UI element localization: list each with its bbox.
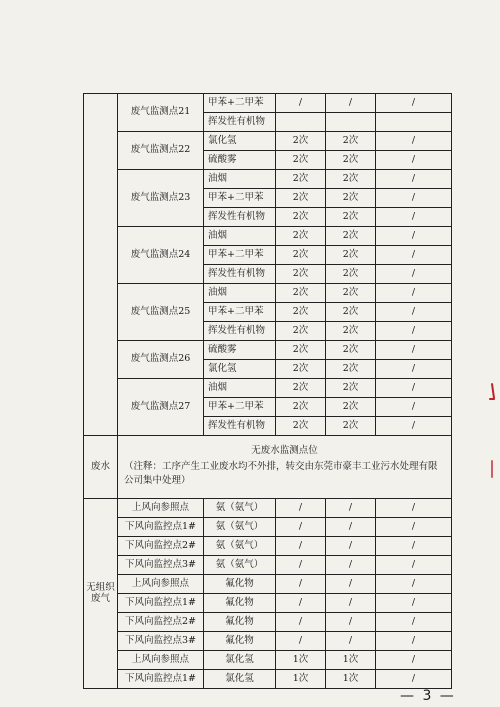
frequency-cell: 2次 [326, 170, 376, 189]
pollutant-cell: 挥发性有机物 [204, 322, 276, 341]
point-cell: 废气监测点26 [118, 341, 204, 379]
frequency-cell: 2次 [326, 208, 376, 227]
point-cell: 下风向监控点1# [118, 594, 204, 613]
pollutant-cell: 氯化氢 [204, 651, 276, 670]
pollutant-cell: 氯化氢 [204, 670, 276, 689]
frequency-cell: / [326, 613, 376, 632]
pollutant-cell: 甲苯+二甲苯 [204, 398, 276, 417]
frequency-cell: / [376, 613, 452, 632]
table-row [84, 379, 452, 398]
point-cell: 废气监测点21 [118, 94, 204, 132]
category-cell [84, 94, 118, 436]
frequency-cell: / [326, 499, 376, 518]
frequency-cell: / [326, 556, 376, 575]
point-cell: 上风向参照点 [118, 499, 204, 518]
frequency-cell: 2次 [276, 151, 326, 170]
pollutant-cell: 挥发性有机物 [204, 417, 276, 436]
frequency-cell: / [376, 170, 452, 189]
frequency-cell: 2次 [326, 398, 376, 417]
frequency-cell: / [376, 379, 452, 398]
wastewater-title: 无废水监测点位 [251, 444, 318, 456]
frequency-cell: / [376, 575, 452, 594]
table-row [84, 594, 452, 613]
frequency-cell: / [276, 94, 326, 113]
point-cell: 废气监测点23 [118, 170, 204, 227]
pollutant-cell: 甲苯+二甲苯 [204, 246, 276, 265]
table-row [84, 341, 452, 360]
pollutant-cell: 氟化物 [204, 594, 276, 613]
point-cell: 下风向监控点2# [118, 537, 204, 556]
frequency-cell: / [376, 208, 452, 227]
frequency-cell: 1次 [276, 651, 326, 670]
pollutant-cell: 硫酸雾 [204, 151, 276, 170]
frequency-cell: / [376, 499, 452, 518]
table-row [84, 651, 452, 670]
point-cell: 下风向监控点3# [118, 632, 204, 651]
pollutant-cell: 氯化氢 [204, 132, 276, 151]
frequency-cell: 2次 [326, 265, 376, 284]
frequency-cell: / [376, 265, 452, 284]
frequency-cell: / [326, 94, 376, 113]
frequency-cell: / [276, 575, 326, 594]
point-cell: 废气监测点25 [118, 284, 204, 341]
frequency-cell: / [376, 594, 452, 613]
point-cell: 废气监测点22 [118, 132, 204, 170]
frequency-cell: / [376, 537, 452, 556]
frequency-cell: 2次 [276, 341, 326, 360]
frequency-cell: 2次 [276, 417, 326, 436]
frequency-cell: / [376, 518, 452, 537]
pollutant-cell: 氨（氨气） [204, 556, 276, 575]
frequency-cell: 2次 [276, 227, 326, 246]
red-ink-mark [491, 383, 495, 399]
frequency-cell: 1次 [326, 670, 376, 689]
pollutant-cell: 油烟 [204, 170, 276, 189]
point-cell: 下风向监控点1# [118, 670, 204, 689]
table-row [84, 632, 452, 651]
table-row [84, 499, 452, 518]
table-row [84, 556, 452, 575]
frequency-cell: / [376, 651, 452, 670]
frequency-cell: / [326, 594, 376, 613]
category-cell: 废水 [84, 436, 118, 499]
wastewater-row [84, 436, 452, 499]
frequency-cell: 2次 [326, 246, 376, 265]
frequency-cell [326, 113, 376, 132]
red-ink-mark [489, 398, 495, 400]
frequency-cell: / [376, 417, 452, 436]
frequency-cell: / [326, 575, 376, 594]
frequency-cell: / [276, 632, 326, 651]
table-row [84, 94, 452, 113]
frequency-cell: / [276, 613, 326, 632]
pollutant-cell: 油烟 [204, 284, 276, 303]
table-row [84, 132, 452, 151]
frequency-cell: 2次 [276, 265, 326, 284]
pollutant-cell: 氨（氨气） [204, 537, 276, 556]
frequency-cell: / [376, 246, 452, 265]
frequency-cell: / [376, 303, 452, 322]
point-cell: 下风向监控点1# [118, 518, 204, 537]
point-cell: 上风向参照点 [118, 651, 204, 670]
frequency-cell: 2次 [276, 132, 326, 151]
frequency-cell: / [376, 189, 452, 208]
frequency-cell: / [376, 398, 452, 417]
point-cell: 下风向监控点2# [118, 613, 204, 632]
pollutant-cell: 氟化物 [204, 575, 276, 594]
frequency-cell: 2次 [326, 284, 376, 303]
page-number: — 3 — [400, 688, 456, 704]
frequency-cell: / [376, 632, 452, 651]
point-cell: 下风向监控点3# [118, 556, 204, 575]
red-ink-mark [491, 460, 493, 478]
frequency-cell: 2次 [276, 360, 326, 379]
frequency-cell: 2次 [276, 208, 326, 227]
frequency-cell: 2次 [326, 227, 376, 246]
frequency-cell: / [376, 132, 452, 151]
table-row [84, 284, 452, 303]
pollutant-cell: 甲苯+二甲苯 [204, 189, 276, 208]
frequency-cell: 2次 [276, 189, 326, 208]
table-row [84, 537, 452, 556]
category-cell: 无组织废气 [84, 499, 118, 689]
frequency-cell: 2次 [326, 341, 376, 360]
pollutant-cell: 挥发性有机物 [204, 208, 276, 227]
table-row [84, 575, 452, 594]
frequency-cell: 1次 [326, 651, 376, 670]
pollutant-cell: 氨（氨气） [204, 499, 276, 518]
frequency-cell: 2次 [326, 151, 376, 170]
frequency-cell: 2次 [276, 284, 326, 303]
frequency-cell: / [376, 360, 452, 379]
wastewater-note: （注释：工序产生工业废水均不外排，转交由东莞市豪丰工业污水处理有限公司集中处理） [124, 460, 438, 486]
pollutant-cell: 油烟 [204, 227, 276, 246]
frequency-cell: 2次 [326, 322, 376, 341]
table-row [84, 670, 452, 689]
frequency-cell: 2次 [326, 132, 376, 151]
frequency-cell: / [376, 151, 452, 170]
pollutant-cell: 氨（氨气） [204, 518, 276, 537]
table-row [84, 170, 452, 189]
pollutant-cell: 甲苯+二甲苯 [204, 94, 276, 113]
frequency-cell: 2次 [326, 303, 376, 322]
pollutant-cell: 氯化氢 [204, 360, 276, 379]
frequency-cell: 2次 [276, 170, 326, 189]
frequency-cell: / [276, 594, 326, 613]
table-row [84, 518, 452, 537]
frequency-cell: / [376, 284, 452, 303]
frequency-cell: / [376, 556, 452, 575]
table-row [84, 613, 452, 632]
point-cell: 废气监测点24 [118, 227, 204, 284]
frequency-cell: 2次 [276, 322, 326, 341]
frequency-cell: 2次 [276, 379, 326, 398]
frequency-cell: / [376, 670, 452, 689]
monitoring-table [83, 93, 452, 689]
frequency-cell: / [326, 537, 376, 556]
pollutant-cell: 甲苯+二甲苯 [204, 303, 276, 322]
frequency-cell: / [276, 556, 326, 575]
frequency-cell: 2次 [326, 189, 376, 208]
pollutant-cell: 挥发性有机物 [204, 265, 276, 284]
frequency-cell: / [326, 518, 376, 537]
frequency-cell: 2次 [276, 246, 326, 265]
frequency-cell: 2次 [326, 360, 376, 379]
frequency-cell: 2次 [326, 379, 376, 398]
point-cell: 废气监测点27 [118, 379, 204, 436]
frequency-cell: / [276, 499, 326, 518]
frequency-cell: / [376, 94, 452, 113]
pollutant-cell: 油烟 [204, 379, 276, 398]
frequency-cell: 2次 [276, 303, 326, 322]
pollutant-cell: 氟化物 [204, 632, 276, 651]
frequency-cell [376, 113, 452, 132]
pollutant-cell: 硫酸雾 [204, 341, 276, 360]
frequency-cell: / [276, 537, 326, 556]
wastewater-content [118, 436, 452, 499]
frequency-cell: / [376, 322, 452, 341]
table-row [84, 227, 452, 246]
frequency-cell: / [326, 632, 376, 651]
frequency-cell [276, 113, 326, 132]
frequency-cell: 1次 [276, 670, 326, 689]
pollutant-cell: 氟化物 [204, 613, 276, 632]
frequency-cell: 2次 [276, 398, 326, 417]
pollutant-cell: 挥发性有机物 [204, 113, 276, 132]
frequency-cell: 2次 [326, 417, 376, 436]
frequency-cell: / [376, 227, 452, 246]
frequency-cell: / [376, 341, 452, 360]
frequency-cell: / [276, 518, 326, 537]
point-cell: 上风向参照点 [118, 575, 204, 594]
